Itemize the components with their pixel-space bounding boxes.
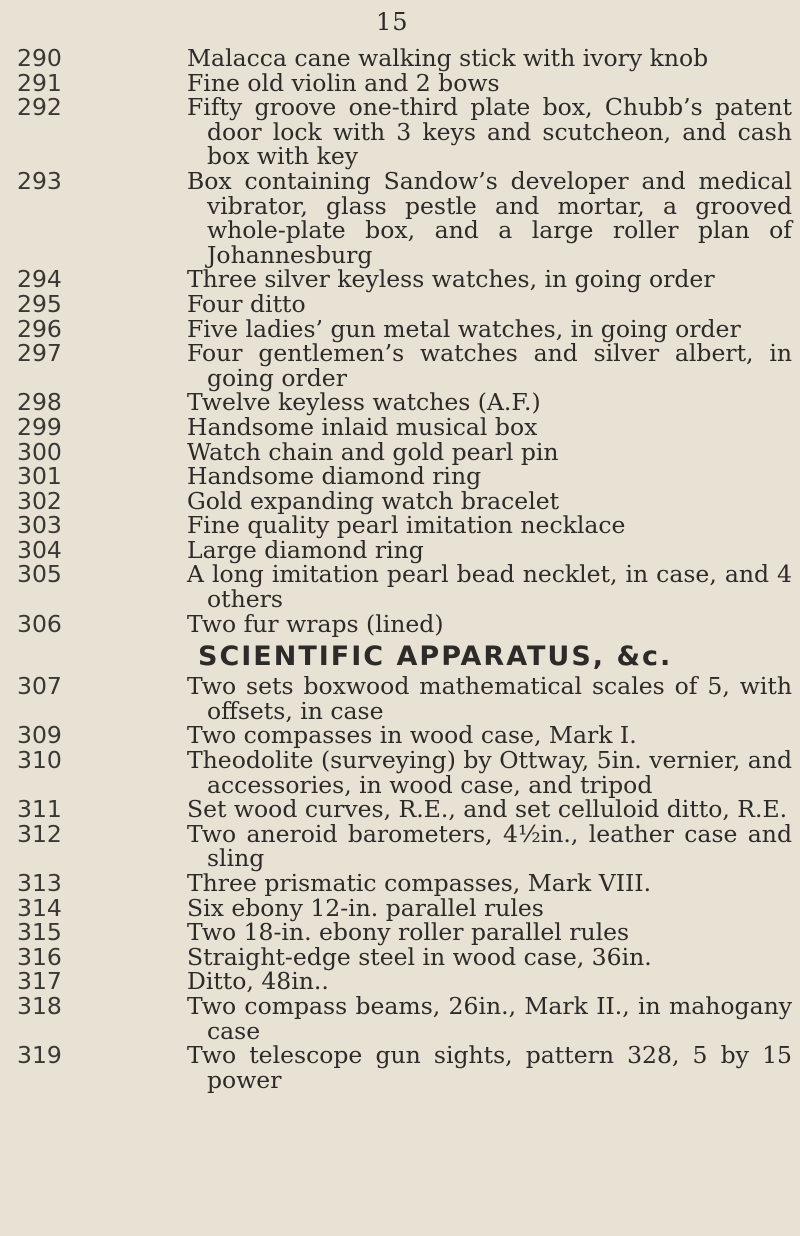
- lot-number: 318: [17, 991, 62, 1020]
- lot-entry: [0, 437, 800, 466]
- lot-entry: [0, 166, 800, 269]
- lot-entry: [0, 341, 800, 390]
- lot-number: 302: [17, 486, 62, 515]
- lot-description: Box containing Sandow’s developer and medical vibrator, glass pestle and mortar, a grooved whole-plate box, and a large roller plan of Johannesburg: [187, 166, 792, 269]
- lot-entry: [0, 920, 800, 945]
- lot-entry: [0, 723, 800, 748]
- lot-description: Three prismatic compasses, Mark VIII.: [187, 869, 652, 897]
- lot-description: Fine old violin and 2 bows: [187, 68, 500, 97]
- lot-number: 296: [17, 314, 62, 343]
- lot-description: Set wood curves, R.E., and set celluloid ditto, R.E.: [187, 795, 788, 824]
- lot-description: Gold expanding watch bracelet: [187, 486, 560, 515]
- lot-number: 316: [17, 942, 62, 971]
- lot-number: 310: [17, 746, 62, 775]
- lot-entry: [0, 314, 800, 343]
- lot-description: Handsome diamond ring: [187, 462, 482, 491]
- lot-number: 309: [17, 721, 62, 750]
- lot-description: Two compasses in wood case, Mark I.: [187, 721, 637, 750]
- lot-number: 301: [17, 462, 62, 491]
- lot-number: 304: [17, 535, 62, 564]
- lot-entry: [0, 267, 800, 292]
- lot-entry: [0, 942, 800, 971]
- lot-entry: [0, 991, 800, 1045]
- lot-description: Two compass beams, 26in., Mark II., in mahogany case: [187, 991, 792, 1045]
- lot-number: 292: [17, 93, 62, 122]
- lot-number: 295: [17, 289, 62, 318]
- page-number: 15: [376, 8, 409, 36]
- lot-description: Two sets boxwood mathematical scales of 5, with offsets, in case: [187, 672, 792, 725]
- lot-entry: [0, 1043, 800, 1092]
- lot-description: Malacca cane walking stick with ivory knob: [187, 44, 709, 72]
- lot-number: 303: [17, 511, 62, 540]
- lot-entry: [0, 609, 800, 638]
- lot-number: 294: [17, 265, 62, 294]
- lot-description: Fine quality pearl imitation necklace: [187, 511, 626, 540]
- lot-entry: [0, 486, 800, 515]
- lot-entry: [0, 513, 800, 538]
- lot-entry: [0, 819, 800, 873]
- lot-number: 317: [17, 967, 62, 996]
- lot-entry: [0, 46, 800, 71]
- lot-number: 313: [17, 869, 62, 897]
- section-heading: SCIENTIFIC APPARATUS, &c.: [198, 641, 673, 673]
- lot-description: Three silver keyless watches, in going order: [187, 265, 715, 294]
- lot-description: Watch chain and gold pearl pin: [187, 437, 559, 466]
- lot-entry: [0, 560, 800, 614]
- lot-number: 290: [17, 44, 62, 72]
- lot-description: Two 18-in. ebony roller parallel rules: [187, 918, 630, 947]
- lot-entry: [0, 969, 800, 994]
- lot-number: 312: [17, 819, 62, 848]
- lot-entry: [0, 674, 800, 723]
- lot-entry: [0, 535, 800, 564]
- lot-description: Handsome inlaid musical box: [187, 412, 538, 441]
- lot-entry: [0, 412, 800, 441]
- lot-number: 306: [17, 609, 62, 638]
- lot-description: A long imitation pearl bead necklet, in case, and 4 others: [187, 560, 792, 614]
- lot-entry: [0, 289, 800, 318]
- lot-description: Four gentlemen’s watches and silver albert, in going order: [187, 339, 792, 392]
- lot-description: Ditto, 48in..: [187, 967, 329, 996]
- lot-description: Two aneroid barometers, 4½in., leather case and sling: [187, 819, 792, 873]
- lot-number: 300: [17, 437, 62, 466]
- lot-number: 305: [17, 560, 62, 589]
- lot-entry: [0, 390, 800, 415]
- lot-number: 314: [17, 893, 62, 922]
- lot-description: Two telescope gun sights, pattern 328, 5 by 15 power: [187, 1041, 792, 1094]
- lot-description: Two fur wraps (lined): [187, 609, 444, 638]
- lot-entry: [0, 464, 800, 489]
- lot-entry: [0, 95, 800, 169]
- lot-description: Four ditto: [187, 289, 306, 318]
- lot-number: 311: [17, 795, 62, 824]
- lot-description: Five ladies’ gun metal watches, in going order: [187, 314, 741, 343]
- lot-entry: [0, 871, 800, 896]
- catalogue-list: [0, 46, 800, 1092]
- lot-description: Large diamond ring: [187, 535, 424, 564]
- lot-number: 299: [17, 412, 62, 441]
- lot-number: 298: [17, 388, 62, 417]
- lot-entry: [0, 68, 800, 97]
- lot-description: Six ebony 12-in. parallel rules: [187, 893, 544, 922]
- lot-number: 291: [17, 68, 62, 97]
- lot-description: Theodolite (surveying) by Ottway, 5in. vernier, and accessories, in wood case, and tripod: [187, 746, 792, 799]
- lot-entry: [0, 893, 800, 922]
- general-lots: [0, 46, 800, 636]
- lot-number: 293: [17, 166, 62, 195]
- lot-number: 315: [17, 918, 62, 947]
- lot-description: Twelve keyless watches (A.F.): [187, 388, 541, 417]
- lot-number: 297: [17, 339, 62, 368]
- scientific-lots: [0, 674, 800, 1092]
- lot-number: 307: [17, 672, 62, 701]
- lot-entry: [0, 748, 800, 797]
- lot-number: 319: [17, 1041, 62, 1070]
- lot-description: Straight-edge steel in wood case, 36in.: [187, 942, 652, 971]
- lot-description: Fifty groove one-third plate box, Chubb’s patent door lock with 3 keys and scutcheon, and cash box with key: [187, 93, 792, 171]
- lot-entry: [0, 797, 800, 822]
